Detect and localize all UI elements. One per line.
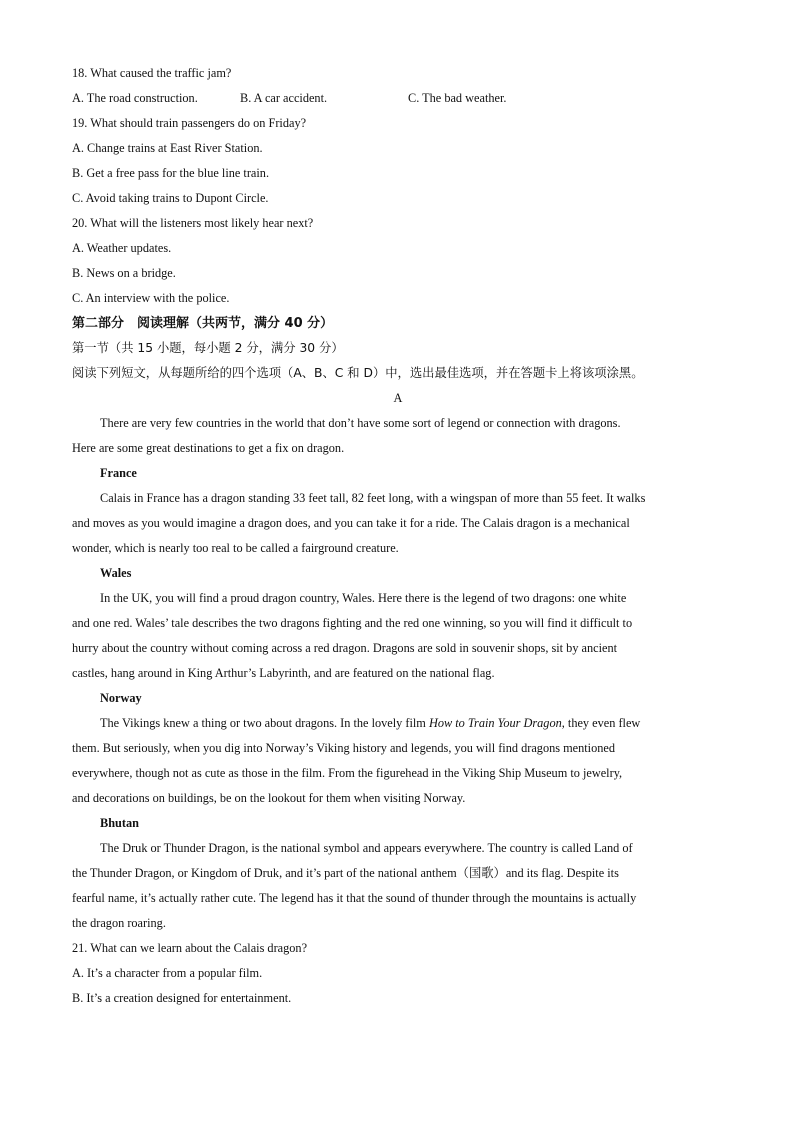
section-heading-bhutan: Bhutan	[100, 816, 139, 830]
question-18: 18. What caused the traffic jam?	[72, 66, 232, 80]
paragraph-line: the dragon roaring.	[72, 916, 166, 930]
option-b: B. Get a free pass for the blue line train.	[72, 166, 270, 180]
option-c: C. Avoid taking trains to Dupont Circle.	[72, 191, 269, 205]
paragraph-line: In the UK, you will find a proud dragon country, Wales. Here there is the legend of two dragons: one white	[100, 591, 627, 605]
option-b: B. It’s a creation designed for entertainment.	[72, 991, 292, 1005]
paragraph-line	[72, 711, 724, 736]
option-a: A. The road construction.	[72, 91, 198, 105]
film-title: How to Train Your Dragon	[428, 716, 562, 730]
question-18-options	[72, 86, 724, 111]
paragraph-line: wonder, which is nearly too real to be called a fairground creature.	[72, 541, 399, 555]
text-segment: The Vikings knew a thing or two about dragons. In the lovely film	[100, 716, 429, 730]
paragraph-line: The Druk or Thunder Dragon, is the national symbol and appears everywhere. The country is called Land of	[100, 841, 633, 855]
paragraph-line: and decorations on buildings, be on the lookout for them when visiting Norway.	[72, 791, 466, 805]
intro-line: There are very few countries in the world that don’t have some sort of legend or connection with dragons.	[100, 416, 621, 430]
paragraph-line: everywhere, though not as cute as those in the film. From the figurehead in the Viking Ship Museum to jewelry,	[72, 766, 623, 780]
paragraph-line: hurry about the country without coming across a red dragon. Dragons are sold in souvenir shops, sit by ancient	[72, 641, 618, 655]
exam-page	[72, 61, 724, 1011]
part-two-title: 第二部分 阅读理解（共两节，满分 40 分）	[72, 316, 334, 331]
option-c: C. The bad weather.	[408, 91, 507, 105]
paragraph-line: Calais in France has a dragon standing 33 feet tall, 82 feet long, with a wingspan of more than 55 feet. It walks	[100, 491, 646, 505]
paragraph-line: fearful name, it’s actually rather cute. The legend has it that the sound of thunder through the mountains is actually	[72, 891, 637, 905]
paragraph-line: the Thunder Dragon, or Kingdom of Druk, and it’s part of the national anthem（国歌）and its flag. Despite its	[72, 866, 619, 880]
question-21: 21. What can we learn about the Calais dragon?	[72, 941, 308, 955]
option-c: C. An interview with the police.	[72, 291, 230, 305]
paragraph-line: and one red. Wales’ tale describes the two dragons fighting and the red one winning, so you will find it difficult to	[72, 616, 633, 630]
option-a: A. It’s a character from a popular film.	[72, 966, 263, 980]
section-heading-france: France	[100, 466, 137, 480]
section-one-title: 第一节（共 15 小题，每小题 2 分，满分 30 分）	[72, 341, 344, 355]
passage-label: A	[393, 391, 403, 405]
question-19: 19. What should train passengers do on Friday?	[72, 116, 307, 130]
option-b: B. A car accident.	[240, 91, 328, 105]
option-a: A. Weather updates.	[72, 241, 172, 255]
intro-line: Here are some great destinations to get a fix on dragon.	[72, 441, 345, 455]
question-20: 20. What will the listeners most likely hear next?	[72, 216, 314, 230]
text-segment: , they even flew	[561, 716, 641, 730]
paragraph-line: and moves as you would imagine a dragon does, and you can take it for a ride. The Calais dragon is a mechanical	[72, 516, 630, 530]
paragraph-line: castles, hang around in King Arthur’s Labyrinth, and are featured on the national flag.	[72, 666, 495, 680]
option-a: A. Change trains at East River Station.	[72, 141, 263, 155]
reading-instruction: 阅读下列短文，从每题所给的四个选项（A、B、C 和 D）中，选出最佳选项，并在答题卡上将该项涂黑。	[72, 366, 644, 380]
section-heading-norway: Norway	[100, 691, 142, 705]
section-heading-wales: Wales	[100, 566, 132, 580]
paragraph-line: them. But seriously, when you dig into Norway’s Viking history and legends, you will find dragons mentioned	[72, 741, 616, 755]
option-b: B. News on a bridge.	[72, 266, 176, 280]
